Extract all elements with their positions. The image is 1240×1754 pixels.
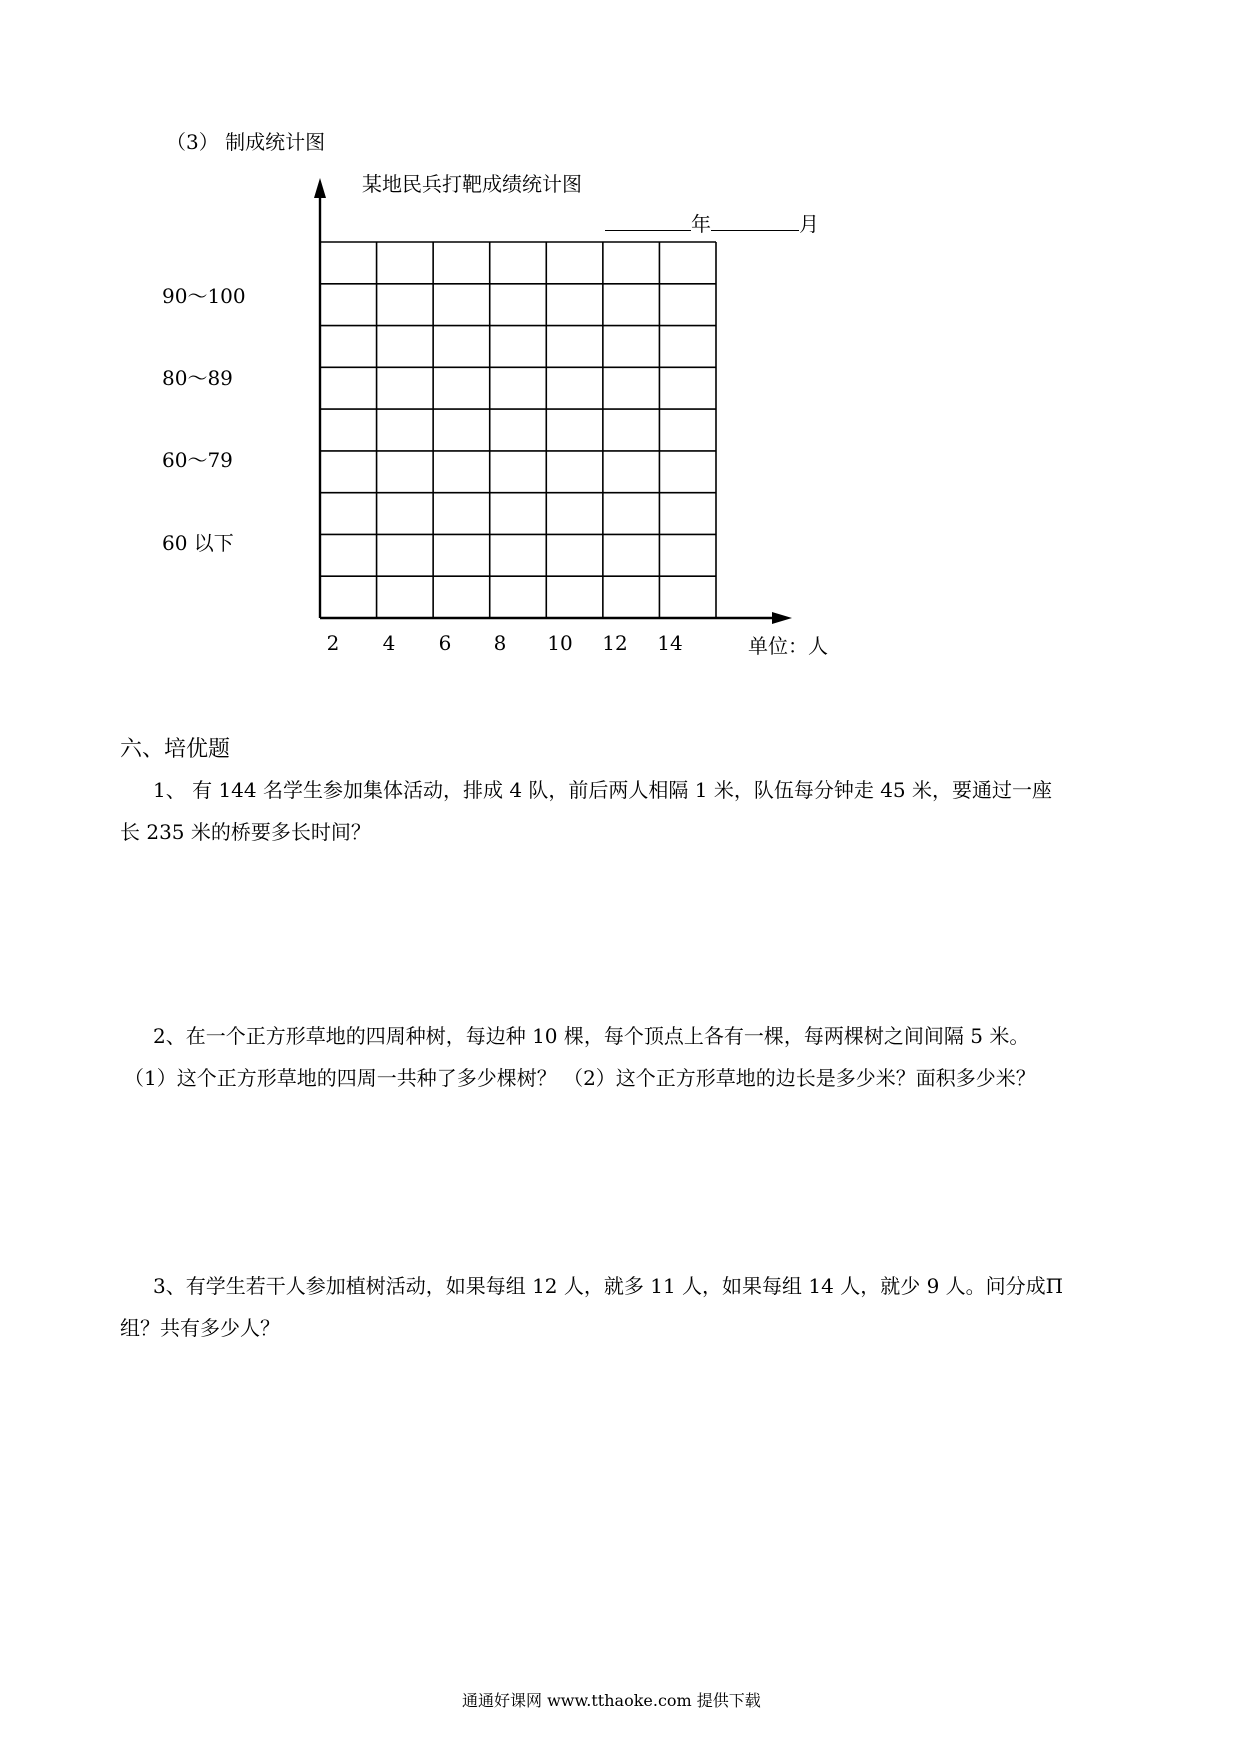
- section-label: （3） 制成统计图: [166, 130, 326, 154]
- x-tick-label: 4: [382, 631, 396, 655]
- y-category-label: 60～79: [162, 448, 233, 472]
- question-2-line-2: （1）这个正方形草地的四周一共种了多少棵树？ （2）这个正方形草地的边长是多少米？面积多少米？: [124, 1066, 1036, 1090]
- x-axis-unit: 单位：人: [748, 634, 828, 658]
- x-tick-label: 2: [326, 631, 340, 655]
- year-suffix: 年: [691, 212, 711, 236]
- x-tick-label: 10: [547, 631, 573, 655]
- y-category-label: 80～89: [162, 366, 233, 390]
- chart-date-line: [605, 208, 819, 237]
- question-3-line-1: 3、有学生若干人参加植树活动，如果每组 12 人，就多 11 人，如果每组 14 人，就少 9 人。问分成Π: [153, 1274, 1064, 1298]
- x-axis-arrow: [772, 612, 792, 624]
- chart-title: 某地民兵打靶成绩统计图: [362, 172, 582, 196]
- x-tick-label: 8: [493, 631, 507, 655]
- question-2-line-1: 2、在一个正方形草地的四周种树，每边种 10 棵，每个顶点上各有一棵，每两棵树之间间隔 5 米。: [153, 1024, 1030, 1048]
- page-footer: 通通好课网 www.tthaoke.com 提供下载: [462, 1691, 761, 1710]
- x-tick-label: 14: [657, 631, 683, 655]
- y-category-label: 90～100: [162, 284, 246, 308]
- section-heading: 六、培优题: [120, 737, 231, 762]
- x-tick-label: 12: [602, 631, 628, 655]
- question-3-line-2: 组？共有多少人？: [120, 1316, 280, 1340]
- bar-chart-grid: [0, 0, 1240, 700]
- year-blank: [605, 212, 691, 231]
- month-suffix: 月: [799, 212, 819, 236]
- month-blank: [711, 212, 799, 231]
- question-1-line-1: 1、 有 144 名学生参加集体活动，排成 4 队，前后两人相隔 1 米，队伍每分钟走 45 米，要通过一座: [153, 778, 1053, 802]
- y-axis-arrow: [314, 178, 326, 198]
- question-1-line-2: 长 235 米的桥要多长时间？: [120, 820, 371, 844]
- y-category-label: 60 以下: [162, 531, 234, 555]
- x-tick-label: 6: [438, 631, 452, 655]
